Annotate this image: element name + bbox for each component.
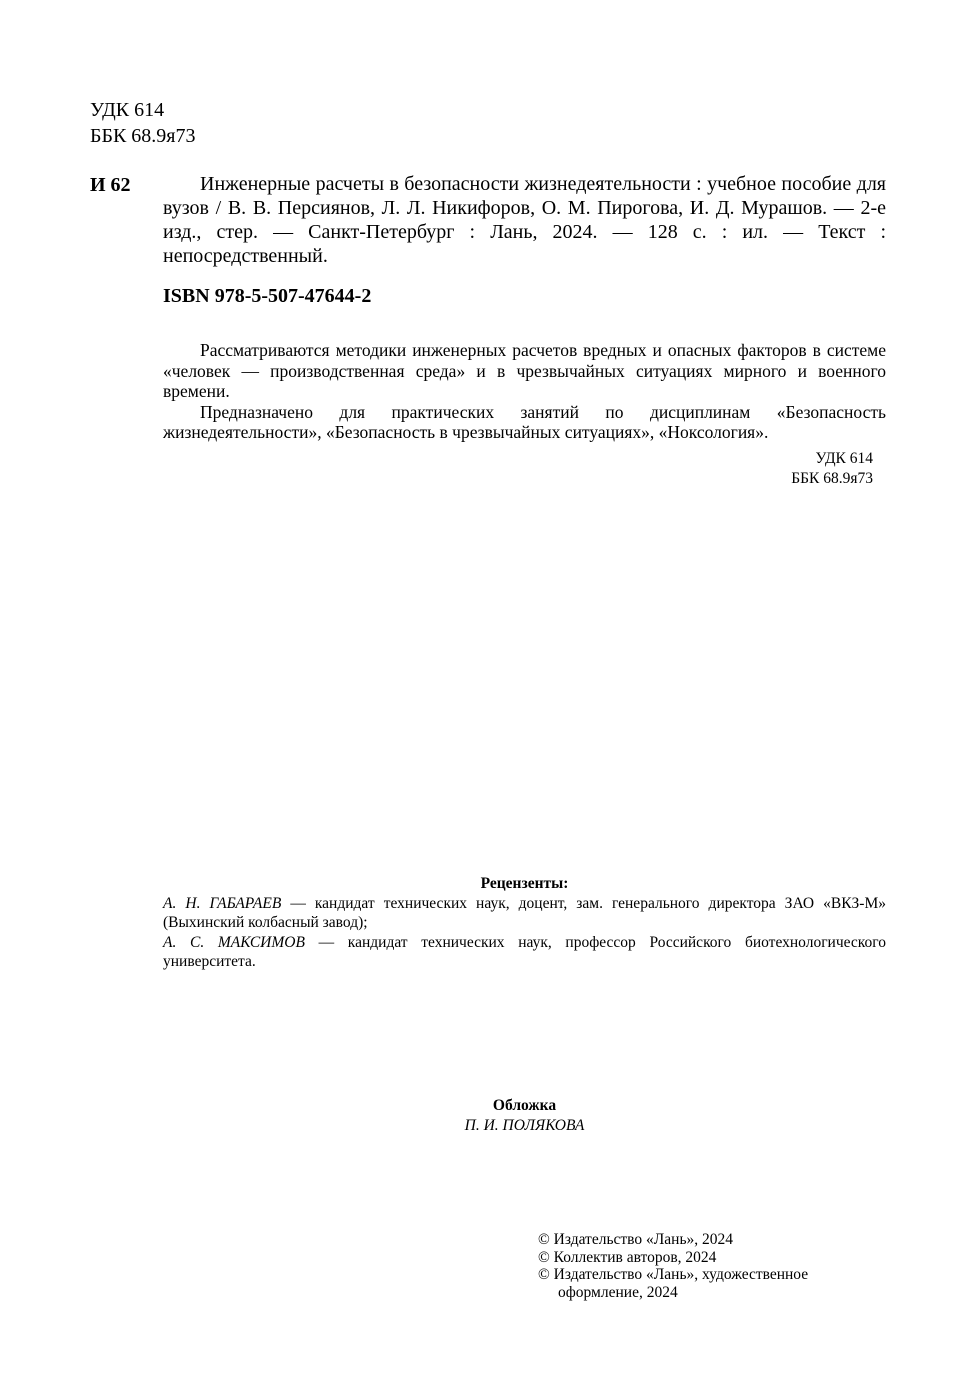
bibliographic-description: Инженерные расчеты в безопасности жизнедеятельности : учебное пособие для вузов / В. В. Персиянов, Л. Л. Никифоров, О. М. Пирогова, И. Д. Мурашов. — 2-е изд., стер. — Санкт-Петербург : Лань, 2024. — 128 с. : ил. — Текст : непосредственный. [163, 173, 886, 267]
bbk-code: ББК 68.9я73 [791, 470, 873, 487]
reviewer-description: — кандидат технических наук, профессор Российского биотехнологического университета. [163, 933, 887, 970]
cover-designer: П. И. ПОЛЯКОВА [464, 1116, 585, 1134]
reviewer-entry [163, 894, 886, 933]
udk-code: УДК 614 [90, 99, 165, 121]
reviewers-section [163, 874, 886, 972]
copyright-line: © Коллектив авторов, 2024 [538, 1248, 717, 1266]
reviewer-name: А. Н. ГАБАРАЕВ [163, 894, 282, 912]
udk-code: УДК 614 [815, 450, 873, 467]
copyright-line: © Издательство «Лань», художественное [538, 1266, 809, 1283]
annotation-paragraph: Предназначено для практических занятий по дисциплинам «Безопасность жизнедеятельности», «Безопасность в чрезвычайных ситуациях», «Ноксология». [163, 401, 886, 442]
reviewers-title: Рецензенты: [480, 875, 569, 892]
copyright-block [538, 1231, 878, 1301]
author-mark: И 62 [90, 174, 131, 196]
isbn: ISBN 978-5-507-47644-2 [163, 285, 372, 307]
annotation [163, 340, 886, 443]
top-classification [90, 97, 196, 149]
reviewer-name: А. С. МАКСИМОВ [163, 933, 305, 951]
copyright-line: © Издательство «Лань», 2024 [538, 1231, 734, 1248]
reviewer-entry [163, 933, 886, 972]
bottom-classification [700, 449, 873, 489]
bbk-code: ББК 68.9я73 [90, 125, 196, 147]
cover-credit [163, 1096, 886, 1135]
cover-title: Обложка [492, 1097, 557, 1114]
annotation-paragraph: Рассматриваются методики инженерных расчетов вредных и опасных факторов в системе «человек — производственная среда» и в чрезвычайных ситуациях мирного и военного времени. [163, 340, 886, 401]
reviewer-description: — кандидат технических наук, доцент, зам. генерального директора ЗАО «ВКЗ-М» (Выхинский колбасный завод); [163, 894, 886, 931]
copyright-line: оформление, 2024 [558, 1283, 678, 1301]
